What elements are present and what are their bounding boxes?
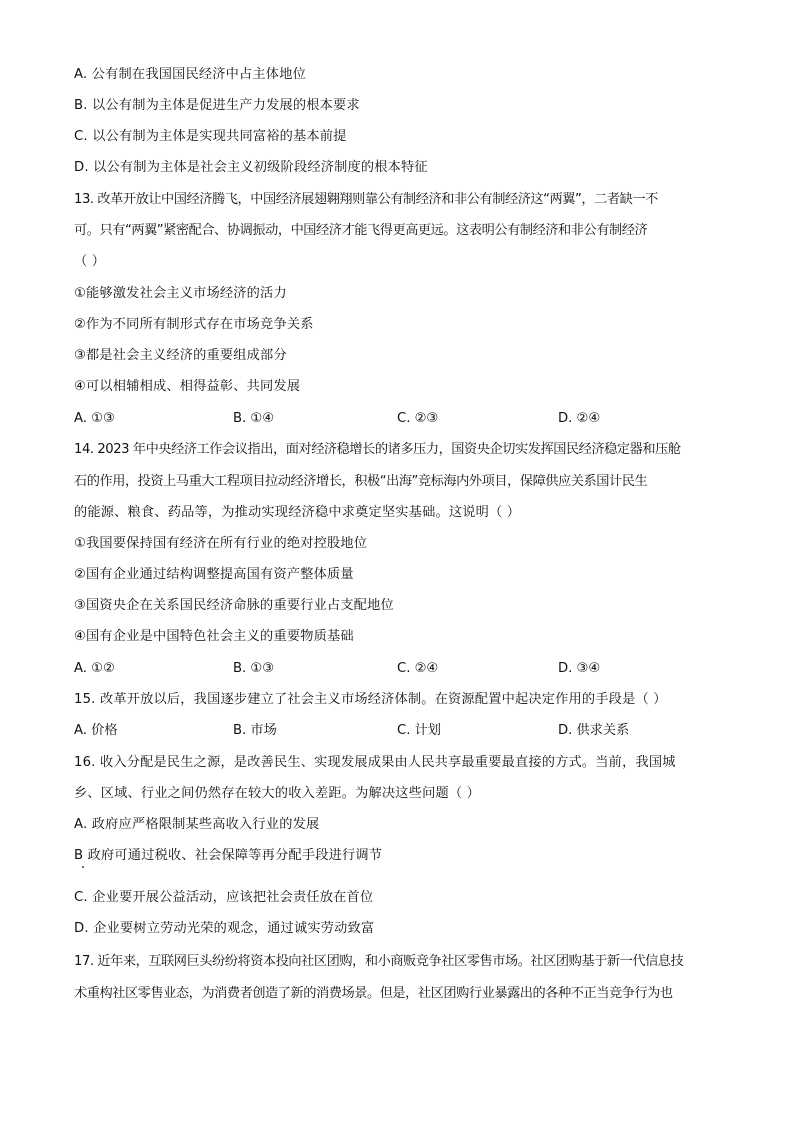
q12-option-d: D. 以公有制为主体是社会主义初级阶段经济制度的根本特征 bbox=[74, 160, 428, 175]
q14-option-b: B. ①③ bbox=[233, 661, 275, 676]
q15-option-a: A. 价格 bbox=[74, 723, 118, 738]
q13-option-a: A. ①③ bbox=[74, 411, 115, 426]
q13-option-d: D. ②④ bbox=[558, 411, 601, 426]
q14-option-a: A. ①② bbox=[74, 661, 115, 676]
q14-stem-line1: 14. 2023 年中央经济工作会议指出，面对经济稳增长的诸多压力，国资央企切实发挥国民经济稳定器和压舱 bbox=[74, 442, 681, 457]
q14-stem-line3: 的能源、粮食、药品等，为推动实现经济稳中求奠定坚实基础。这说明（ ） bbox=[74, 505, 521, 520]
q13-item-1: ①能够激发社会主义市场经济的活力 bbox=[74, 286, 287, 301]
q12-option-b: B. 以公有制为主体是促进生产力发展的根本要求 bbox=[74, 98, 360, 113]
q13-item-2: ②作为不同所有制形式存在市场竞争关系 bbox=[74, 317, 314, 332]
q16-stem-line2: 乡、区域、行业之间仍然存在较大的收入差距。为解决这些问题（ ） bbox=[74, 786, 481, 801]
q16-stem-line1: 16. 收入分配是民生之源，是改善民生、实现发展成果由人民共享最重要最直接的方式。当前，我国城 bbox=[74, 755, 676, 770]
q14-item-2: ②国有企业通过结构调整提高国有资产整体质量 bbox=[74, 567, 354, 582]
q16-option-d: D. 企业要树立劳动光荣的观念，通过诚实劳动致富 bbox=[74, 921, 375, 936]
q16-option-c: C. 企业要开展公益活动，应该把社会责任放在首位 bbox=[74, 890, 374, 905]
q13-answer-paren: （ ） bbox=[74, 254, 106, 269]
q14-item-4: ④国有企业是中国特色社会主义的重要物质基础 bbox=[74, 629, 354, 644]
q13-item-4: ④可以相辅相成、相得益彰、共同发展 bbox=[74, 379, 301, 394]
q17-stem-line2: 术重构社区零售业态，为消费者创造了新的消费场景。但是，社区团购行业暴露出的各种不正当竞争行为也 bbox=[74, 986, 673, 1001]
q14-item-1: ①我国要保持国有经济在所有行业的绝对控股地位 bbox=[74, 536, 368, 551]
q13-option-b: B. ①④ bbox=[233, 411, 275, 426]
q12-option-c: C. 以公有制为主体是实现共同富裕的基本前提 bbox=[74, 129, 347, 144]
q15-option-d: D. 供求关系 bbox=[558, 723, 630, 738]
q14-option-d: D. ③④ bbox=[558, 661, 601, 676]
stray-dot bbox=[82, 866, 84, 868]
q15-stem: 15. 改革开放以后，我国逐步建立了社会主义市场经济体制。在资源配置中起决定作用的手段是（ ） bbox=[74, 692, 667, 707]
q14-item-3: ③国资央企在关系国民经济命脉的重要行业占支配地位 bbox=[74, 598, 394, 613]
q13-option-c: C. ②③ bbox=[397, 411, 439, 426]
q15-option-b: B. 市场 bbox=[233, 723, 277, 738]
q13-stem-line2: 可。只有“两翼”紧密配合、协调振动，中国经济才能飞得更高更远。这表明公有制经济和非公有制经济 bbox=[74, 223, 648, 238]
q14-option-c: C. ②④ bbox=[397, 661, 439, 676]
q16-option-a: A. 政府应严格限制某些高收入行业的发展 bbox=[74, 817, 320, 832]
q14-stem-line2: 石的作用，投资上马重大工程项目拉动经济增长，积极“出海”竞标海内外项目，保障供应关系国计民生 bbox=[74, 474, 648, 489]
q16-option-b: B 政府可通过税收、社会保障等再分配手段进行调节 bbox=[74, 848, 383, 863]
q15-option-c: C. 计划 bbox=[397, 723, 441, 738]
q17-stem-line1: 17. 近年来，互联网巨头纷纷将资本投向社区团购，和小商贩竞争社区零售市场。社区团购基于新一代信息技 bbox=[74, 954, 684, 969]
q12-option-a: A. 公有制在我国国民经济中占主体地位 bbox=[74, 67, 306, 82]
q13-item-3: ③都是社会主义经济的重要组成部分 bbox=[74, 348, 287, 363]
q13-stem-line1: 13. 改革开放让中国经济腾飞，中国经济展翅翱翔则靠公有制经济和非公有制经济这“两翼”，二者缺一不 bbox=[74, 192, 658, 207]
